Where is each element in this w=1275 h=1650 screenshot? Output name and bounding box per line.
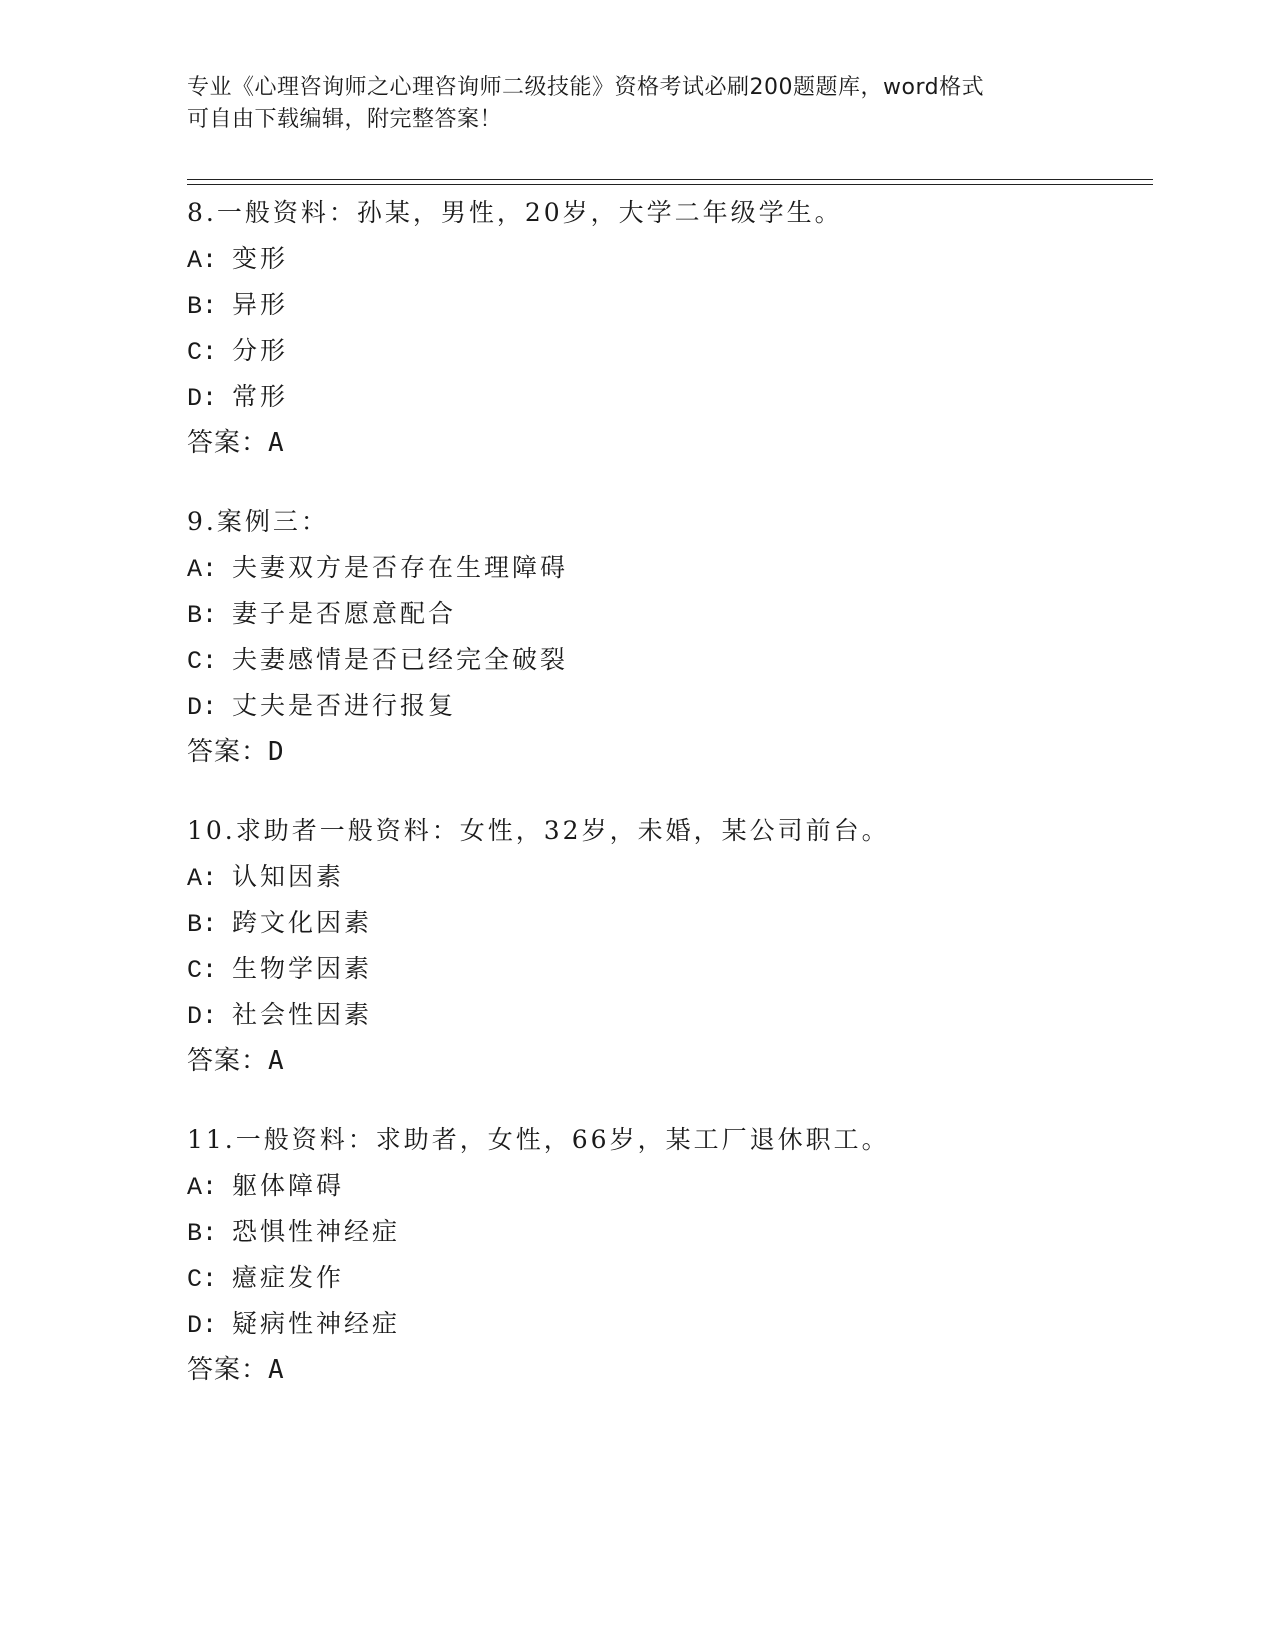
option-text: 变形 <box>232 244 289 273</box>
answer-value: D <box>268 737 285 767</box>
answer-label: 答案： <box>187 737 269 767</box>
question-stem: 8.一般资料：孙某，男性，20岁，大学二年级学生。 <box>187 198 843 227</box>
option-text: 癔症发作 <box>232 1263 345 1292</box>
option-text: 常形 <box>232 382 289 411</box>
header-line-1: 专业《心理咨询师之心理咨询师二级技能》资格考试必刷200题题库，word格式 <box>187 75 985 100</box>
answer-value: A <box>268 1046 285 1076</box>
answer-line <box>187 1347 1153 1393</box>
option-text: 分形 <box>232 336 289 365</box>
question-item <box>187 190 1153 466</box>
question-item <box>187 499 1153 775</box>
option-text: 恐惧性神经症 <box>232 1217 401 1246</box>
option-row <box>187 282 1153 328</box>
question-stem: 11.一般资料：求助者，女性，66岁，某工厂退休职工。 <box>187 1125 890 1154</box>
option-letter: A: <box>187 1173 218 1202</box>
answer-label: 答案： <box>187 1355 269 1385</box>
answer-line <box>187 1038 1153 1084</box>
question-item <box>187 808 1153 1084</box>
option-row <box>187 637 1153 683</box>
option-letter: B: <box>187 601 218 630</box>
option-text: 生物学因素 <box>232 954 373 983</box>
answer-label: 答案： <box>187 428 269 458</box>
option-row <box>187 1301 1153 1347</box>
option-text: 夫妻感情是否已经完全破裂 <box>232 645 569 674</box>
option-row <box>187 591 1153 637</box>
option-letter: B: <box>187 910 218 939</box>
option-row <box>187 946 1153 992</box>
option-row <box>187 236 1153 282</box>
option-row <box>187 854 1153 900</box>
option-letter: C: <box>187 647 218 676</box>
answer-label: 答案： <box>187 1046 269 1076</box>
option-row <box>187 1209 1153 1255</box>
option-text: 躯体障碍 <box>232 1171 345 1200</box>
option-row <box>187 545 1153 591</box>
option-letter: D: <box>187 1002 218 1031</box>
option-row <box>187 1255 1153 1301</box>
option-text: 异形 <box>232 290 289 319</box>
option-text: 社会性因素 <box>232 1000 373 1029</box>
option-row <box>187 1163 1153 1209</box>
question-list <box>187 190 1153 1426</box>
option-row <box>187 683 1153 729</box>
header-line-2: 可自由下载编辑，附完整答案！ <box>187 107 503 132</box>
option-letter: B: <box>187 292 218 321</box>
question-stem: 10.求助者一般资料：女性，32岁，未婚，某公司前台。 <box>187 816 890 845</box>
question-item <box>187 1117 1153 1393</box>
answer-value: A <box>268 428 285 458</box>
option-letter: A: <box>187 246 218 275</box>
option-letter: C: <box>187 338 218 367</box>
option-letter: D: <box>187 384 218 413</box>
header-divider-bottom <box>187 184 1153 185</box>
option-text: 疑病性神经症 <box>232 1309 401 1338</box>
option-letter: A: <box>187 864 218 893</box>
option-text: 夫妻双方是否存在生理障碍 <box>232 553 569 582</box>
answer-line <box>187 420 1153 466</box>
answer-line <box>187 729 1153 775</box>
option-letter: D: <box>187 693 218 722</box>
option-row <box>187 900 1153 946</box>
question-stem: 9.案例三： <box>187 507 329 536</box>
document-header <box>187 72 1087 136</box>
option-text: 妻子是否愿意配合 <box>232 599 457 628</box>
option-text: 跨文化因素 <box>232 908 373 937</box>
header-divider-top <box>187 179 1153 180</box>
option-text: 认知因素 <box>232 862 345 891</box>
option-row <box>187 374 1153 420</box>
option-text: 丈夫是否进行报复 <box>232 691 457 720</box>
option-row <box>187 328 1153 374</box>
option-letter: C: <box>187 1265 218 1294</box>
answer-value: A <box>268 1355 285 1385</box>
option-letter: D: <box>187 1311 218 1340</box>
option-row <box>187 992 1153 1038</box>
option-letter: C: <box>187 956 218 985</box>
option-letter: B: <box>187 1219 218 1248</box>
option-letter: A: <box>187 555 218 584</box>
